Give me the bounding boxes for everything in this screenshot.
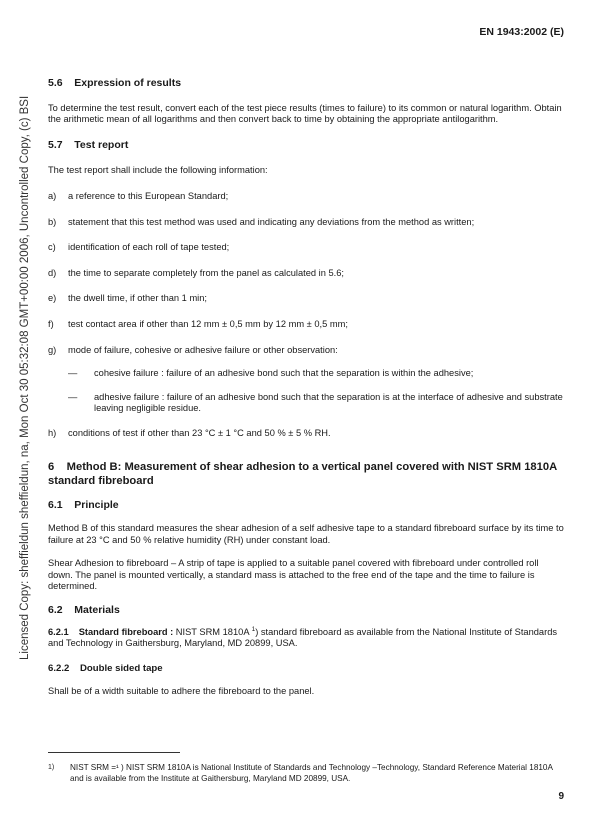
sub-item-cohesive bbox=[48, 368, 564, 380]
list-label: d) bbox=[48, 267, 57, 278]
footnote-text: NIST SRM =¹ ) NIST SRM 1810A is National Institute of Standards and Technology –Technology, Standard Reference Material 1810A and is available from the Institute at Gaithersburg, Maryland MD 20899, USA. bbox=[70, 763, 553, 783]
list-text: test contact area if other than 12 mm ± 0,5 mm by 12 mm ± 0,5 mm; bbox=[68, 318, 348, 329]
list-label: c) bbox=[48, 242, 56, 253]
fibreboard-text-b: ) standard fibreboard as available from the National Institute of Standards and Technology in Gaithersburg, Maryland, MD 20899, USA. bbox=[48, 626, 558, 649]
list-text: statement that this test method was used and indicating any deviations from the method as written; bbox=[68, 216, 475, 227]
page-number: 9 bbox=[558, 791, 564, 802]
list-item-g bbox=[48, 345, 564, 357]
list-label: h) bbox=[48, 427, 57, 438]
list-label: e) bbox=[48, 293, 57, 304]
footnote-mark: 1) bbox=[48, 764, 55, 771]
list-item-a bbox=[48, 191, 564, 203]
list-label: g) bbox=[48, 344, 57, 355]
footnote bbox=[48, 763, 564, 784]
section-6-2-heading: 6.2 Materials bbox=[48, 604, 120, 617]
principle-paragraph-2: Shear Adhesion to fibreboard – A strip of tape is applied to a suitable panel covered with fibreboard under controlled roll down. The panel is mounted vertically, a standard mass is attached to the free end of the tape and the time to failure is determined. bbox=[48, 558, 539, 592]
list-text: mode of failure, cohesive or adhesive failure or other observation: bbox=[68, 344, 338, 355]
page-content bbox=[48, 78, 564, 698]
principle-paragraph-1: Method B of this standard measures the shear adhesion of a self adhesive tape to a standard fibreboard surface by its time to failure at 23 °C and 50 % relative humidity (RH) under constant load. bbox=[48, 523, 564, 545]
list-item-c bbox=[48, 242, 564, 254]
dash-marker: — bbox=[68, 368, 78, 379]
license-watermark: Licensed Copy: sheffieldun sheffieldun, na, Mon Oct 30 05:32:08 GMT+00:00 2006, Uncontrolled Copy, (c) BSI bbox=[19, 95, 31, 660]
double-sided-tape-text: Shall be of a width suitable to adhere the fibreboard to the panel. bbox=[48, 686, 315, 697]
section-6-2-2-heading: 6.2.2 Double sided tape bbox=[48, 662, 163, 674]
test-report-intro: The test report shall include the following information: bbox=[48, 165, 268, 176]
section-6-2-1-paragraph bbox=[48, 627, 564, 650]
sub-item-text: cohesive failure : failure of an adhesive bond such that the separation is within the adhesive; bbox=[94, 368, 474, 379]
list-label: b) bbox=[48, 216, 57, 227]
list-item-f bbox=[48, 319, 564, 331]
footnote-divider bbox=[48, 752, 180, 753]
list-text: identification of each roll of tape tested; bbox=[68, 242, 230, 253]
list-text: the dwell time, if other than 1 min; bbox=[68, 293, 208, 304]
section-6-heading: 6 Method B: Measurement of shear adhesion to a vertical panel covered with NIST SRM 1810A standard fibreboard bbox=[48, 460, 560, 487]
list-item-d bbox=[48, 268, 564, 280]
section-5-6-paragraph: To determine the test result, convert each of the test piece results (times to failure) to its common or natural logarithm. Obtain the arithmetic mean of all logarithms and then convert back to time by obtaining the appropriate antilogarithm. bbox=[48, 102, 562, 125]
dash-marker: — bbox=[68, 391, 78, 402]
list-item-b bbox=[48, 217, 564, 229]
section-5-6-heading: 5.6 Expression of results bbox=[48, 77, 182, 89]
list-text: conditions of test if other than 23 °C ± 1 °C and 50 % ± 5 % RH. bbox=[68, 427, 331, 438]
sub-item-adhesive bbox=[48, 392, 564, 415]
standard-fibreboard-term: Standard fibreboard : bbox=[78, 626, 174, 637]
section-5-7-heading: 5.7 Test report bbox=[48, 138, 129, 151]
standard-number-header: EN 1943:2002 (E) bbox=[479, 26, 564, 38]
list-label: a) bbox=[48, 190, 57, 201]
footnote-ref: 1 bbox=[251, 625, 256, 633]
list-item-h bbox=[48, 428, 564, 440]
section-6-1-heading: 6.1 Principle bbox=[48, 498, 119, 511]
fibreboard-text-a: NIST SRM 1810A bbox=[173, 626, 252, 637]
list-text: the time to separate completely from the panel as calculated in 5.6; bbox=[68, 267, 344, 278]
section-6-2-1-number: 6.2.1 bbox=[48, 626, 69, 637]
sub-item-text: adhesive failure : failure of an adhesive bond such that the separation is at the interface of adhesive and substrate leaving negligible residue. bbox=[94, 391, 563, 414]
list-text: a reference to this European Standard; bbox=[68, 190, 229, 201]
list-item-e bbox=[48, 293, 564, 305]
list-label: f) bbox=[48, 318, 54, 329]
